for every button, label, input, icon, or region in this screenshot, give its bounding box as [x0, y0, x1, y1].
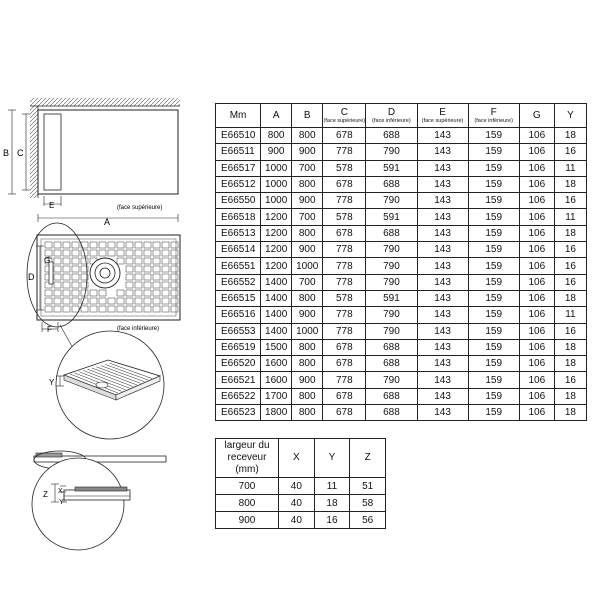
value-cell: 11	[554, 307, 586, 323]
value-cell: 40	[279, 512, 315, 529]
value-cell: 790	[366, 307, 417, 323]
table-row	[216, 160, 587, 176]
value-cell: 159	[468, 242, 519, 258]
value-cell: 1400	[261, 323, 292, 339]
value-cell: 18	[554, 405, 586, 421]
value-cell: 159	[468, 128, 519, 144]
value-cell: 159	[468, 193, 519, 209]
value-cell: 18	[554, 356, 586, 372]
value-cell: 40	[279, 478, 315, 495]
value-cell: 106	[519, 339, 554, 355]
value-cell: 678	[323, 356, 366, 372]
header-label: E	[439, 106, 446, 118]
value-cell: 800	[292, 388, 323, 404]
value-cell: 688	[366, 339, 417, 355]
value-cell: 18	[314, 495, 350, 512]
value-cell: 800	[292, 356, 323, 372]
model-cell: E66517	[216, 160, 261, 176]
value-cell: 900	[292, 193, 323, 209]
value-cell: 678	[323, 176, 366, 192]
width-cell: 800	[216, 495, 279, 512]
value-cell: 143	[417, 160, 468, 176]
value-cell: 16	[314, 512, 350, 529]
value-cell: 688	[366, 225, 417, 241]
table-row	[216, 225, 587, 241]
value-cell: 778	[323, 307, 366, 323]
value-cell: 1700	[261, 388, 292, 404]
dimensions-table-header	[216, 104, 587, 128]
value-cell: 790	[366, 258, 417, 274]
value-cell: 159	[468, 176, 519, 192]
table-row	[216, 372, 587, 388]
value-cell: 900	[261, 144, 292, 160]
value-cell: 790	[366, 372, 417, 388]
value-cell: 106	[519, 323, 554, 339]
dim-f-label: F	[47, 325, 52, 334]
value-cell: 159	[468, 160, 519, 176]
value-cell: 1800	[261, 405, 292, 421]
width-table-header	[216, 439, 386, 478]
value-cell: 159	[468, 307, 519, 323]
value-cell: 591	[366, 209, 417, 225]
value-cell: 106	[519, 225, 554, 241]
value-cell: 688	[366, 176, 417, 192]
dim-z-label: Z	[43, 490, 48, 499]
value-cell: 106	[519, 388, 554, 404]
value-cell: 778	[323, 372, 366, 388]
col-x-header: X	[279, 439, 315, 478]
value-cell: 1000	[261, 176, 292, 192]
model-cell: E66519	[216, 339, 261, 355]
model-cell: E66552	[216, 274, 261, 290]
value-cell: 1200	[261, 242, 292, 258]
header-cell	[417, 104, 468, 128]
header-cell	[292, 104, 323, 128]
model-cell: E66550	[216, 193, 261, 209]
value-cell: 106	[519, 176, 554, 192]
dim-d-label: D	[28, 272, 35, 282]
value-cell: 16	[554, 274, 586, 290]
value-cell: 1000	[261, 193, 292, 209]
model-cell: E66510	[216, 128, 261, 144]
value-cell: 1400	[261, 290, 292, 306]
model-cell: E66515	[216, 290, 261, 306]
value-cell: 18	[554, 176, 586, 192]
value-cell: 578	[323, 209, 366, 225]
value-cell: 688	[366, 128, 417, 144]
value-cell: 106	[519, 160, 554, 176]
value-cell: 778	[323, 323, 366, 339]
value-cell: 1000	[292, 258, 323, 274]
header-cell	[468, 104, 519, 128]
value-cell: 159	[468, 258, 519, 274]
value-cell: 1200	[261, 209, 292, 225]
side-view-drawing	[32, 451, 166, 550]
value-cell: 106	[519, 209, 554, 225]
value-cell: 1600	[261, 372, 292, 388]
value-cell: 688	[366, 356, 417, 372]
value-cell: 16	[554, 242, 586, 258]
value-cell: 790	[366, 274, 417, 290]
value-cell: 1400	[261, 307, 292, 323]
value-cell: 106	[519, 290, 554, 306]
value-cell: 800	[292, 290, 323, 306]
value-cell: 106	[519, 405, 554, 421]
header-cell	[261, 104, 292, 128]
value-cell: 143	[417, 274, 468, 290]
value-cell: 143	[417, 290, 468, 306]
col-z-header: Z	[350, 439, 386, 478]
value-cell: 678	[323, 388, 366, 404]
table-row	[216, 144, 587, 160]
dim-y2-label: Y	[59, 499, 64, 506]
table-row	[216, 128, 587, 144]
value-cell: 159	[468, 225, 519, 241]
value-cell: 106	[519, 258, 554, 274]
value-cell: 143	[417, 323, 468, 339]
value-cell: 159	[468, 290, 519, 306]
model-cell: E66511	[216, 144, 261, 160]
value-cell: 106	[519, 372, 554, 388]
value-cell: 159	[468, 388, 519, 404]
dimensions-table-body	[216, 128, 587, 421]
value-cell: 18	[554, 388, 586, 404]
value-cell: 143	[417, 193, 468, 209]
model-cell: E66518	[216, 209, 261, 225]
value-cell: 1000	[261, 160, 292, 176]
value-cell: 159	[468, 372, 519, 388]
value-cell: 578	[323, 160, 366, 176]
value-cell: 159	[468, 405, 519, 421]
model-cell: E66523	[216, 405, 261, 421]
value-cell: 143	[417, 339, 468, 355]
header-label: D	[387, 106, 396, 118]
value-cell: 900	[292, 307, 323, 323]
value-cell: 1600	[261, 356, 292, 372]
value-cell: 56	[350, 512, 386, 529]
value-cell: 16	[554, 372, 586, 388]
value-cell: 143	[417, 356, 468, 372]
header-label: C	[340, 106, 348, 118]
value-cell: 900	[292, 372, 323, 388]
model-cell: E66513	[216, 225, 261, 241]
value-cell: 143	[417, 258, 468, 274]
value-cell: 106	[519, 144, 554, 160]
value-cell: 591	[366, 290, 417, 306]
value-cell: 790	[366, 144, 417, 160]
value-cell: 143	[417, 242, 468, 258]
dimensions-table	[215, 103, 587, 421]
value-cell: 143	[417, 388, 468, 404]
value-cell: 106	[519, 307, 554, 323]
value-cell: 16	[554, 323, 586, 339]
top-view-drawing	[8, 98, 180, 222]
value-cell: 11	[314, 478, 350, 495]
value-cell: 790	[366, 323, 417, 339]
value-cell: 159	[468, 144, 519, 160]
dim-y-label: Y	[49, 378, 55, 387]
top-view-face-label: (face supérieure)	[117, 205, 163, 211]
value-cell: 700	[292, 274, 323, 290]
value-cell: 51	[350, 478, 386, 495]
table-row	[216, 388, 587, 404]
table-row	[216, 176, 587, 192]
table-row	[216, 512, 386, 529]
value-cell: 143	[417, 176, 468, 192]
value-cell: 700	[292, 160, 323, 176]
width-header-line1: largeur du	[224, 440, 270, 451]
value-cell: 11	[554, 209, 586, 225]
header-label: F	[490, 106, 497, 118]
value-cell: 159	[468, 339, 519, 355]
value-cell: 790	[366, 242, 417, 258]
value-cell: 143	[417, 372, 468, 388]
value-cell: 16	[554, 144, 586, 160]
width-cell: 700	[216, 478, 279, 495]
header-label: B	[303, 109, 311, 121]
value-cell: 790	[366, 193, 417, 209]
value-cell: 800	[261, 128, 292, 144]
dim-g-label: G	[44, 256, 51, 265]
model-cell: E66516	[216, 307, 261, 323]
value-cell: 106	[519, 274, 554, 290]
header-label: Y	[567, 109, 574, 121]
value-cell: 159	[468, 356, 519, 372]
dim-b-label: B	[3, 148, 10, 158]
table-row	[216, 209, 587, 225]
table-row	[216, 242, 587, 258]
table-row	[216, 495, 386, 512]
table-row	[216, 339, 587, 355]
dim-c-label: C	[17, 148, 24, 158]
model-cell: E66522	[216, 388, 261, 404]
value-cell: 1200	[261, 258, 292, 274]
table-row	[216, 193, 587, 209]
value-cell: 800	[292, 128, 323, 144]
value-cell: 1400	[261, 274, 292, 290]
value-cell: 900	[292, 242, 323, 258]
header-label: A	[272, 109, 280, 121]
value-cell: 143	[417, 307, 468, 323]
value-cell: 778	[323, 274, 366, 290]
width-header-cell	[216, 439, 279, 478]
value-cell: 678	[323, 128, 366, 144]
value-cell: 106	[519, 193, 554, 209]
dim-e-label: E	[49, 201, 55, 210]
value-cell: 800	[292, 339, 323, 355]
col-y-header: Y	[314, 439, 350, 478]
header-sublabel: (face inférieure)	[474, 117, 513, 124]
table-row	[216, 307, 587, 323]
width-table	[215, 438, 386, 529]
width-cell: 900	[216, 512, 279, 529]
table-row	[216, 356, 587, 372]
value-cell: 58	[350, 495, 386, 512]
value-cell: 143	[417, 144, 468, 160]
value-cell: 18	[554, 339, 586, 355]
value-cell: 18	[554, 290, 586, 306]
header-label: G	[532, 109, 541, 121]
value-cell: 159	[468, 274, 519, 290]
model-cell: E66521	[216, 372, 261, 388]
value-cell: 106	[519, 356, 554, 372]
value-cell: 700	[292, 209, 323, 225]
value-cell: 106	[519, 128, 554, 144]
value-cell: 688	[366, 388, 417, 404]
width-table-body	[216, 478, 386, 529]
width-header-line2: receveur (mm)	[227, 452, 267, 475]
value-cell: 678	[323, 339, 366, 355]
value-cell: 800	[292, 405, 323, 421]
header-label: Mm	[229, 109, 247, 121]
dim-x-label: X	[58, 488, 63, 495]
value-cell: 800	[292, 225, 323, 241]
value-cell: 16	[554, 258, 586, 274]
value-cell: 1000	[292, 323, 323, 339]
model-cell: E66514	[216, 242, 261, 258]
value-cell: 678	[323, 405, 366, 421]
value-cell: 678	[323, 225, 366, 241]
value-cell: 143	[417, 405, 468, 421]
table-row	[216, 290, 587, 306]
isometric-detail-drawing	[56, 331, 164, 439]
value-cell: 106	[519, 242, 554, 258]
value-cell: 778	[323, 242, 366, 258]
bottom-view-face-label: (face inférieure)	[117, 326, 160, 332]
value-cell: 1500	[261, 339, 292, 355]
value-cell: 40	[279, 495, 315, 512]
value-cell: 800	[292, 176, 323, 192]
value-cell: 16	[554, 193, 586, 209]
model-cell: E66520	[216, 356, 261, 372]
header-sublabel: (face supérieure)	[323, 117, 366, 124]
value-cell: 688	[366, 405, 417, 421]
value-cell: 11	[554, 160, 586, 176]
header-cell	[323, 104, 366, 128]
model-cell: E66553	[216, 323, 261, 339]
value-cell: 159	[468, 323, 519, 339]
table-row	[216, 405, 587, 421]
model-cell: E66512	[216, 176, 261, 192]
value-cell: 778	[323, 144, 366, 160]
value-cell: 900	[292, 144, 323, 160]
table-row	[216, 323, 587, 339]
header-sublabel: (face supérieure)	[421, 117, 464, 124]
header-cell	[216, 104, 261, 128]
value-cell: 159	[468, 209, 519, 225]
header-cell	[366, 104, 417, 128]
value-cell: 778	[323, 193, 366, 209]
header-cell	[519, 104, 554, 128]
table-row	[216, 258, 587, 274]
value-cell: 18	[554, 128, 586, 144]
header-sublabel: (face inférieure)	[372, 117, 411, 124]
value-cell: 18	[554, 225, 586, 241]
value-cell: 591	[366, 160, 417, 176]
dim-a-label: A	[104, 217, 111, 227]
value-cell: 143	[417, 128, 468, 144]
table-row	[216, 478, 386, 495]
header-cell	[554, 104, 586, 128]
model-cell: E66551	[216, 258, 261, 274]
value-cell: 143	[417, 225, 468, 241]
value-cell: 578	[323, 290, 366, 306]
value-cell: 143	[417, 209, 468, 225]
value-cell: 1200	[261, 225, 292, 241]
value-cell: 778	[323, 258, 366, 274]
table-row	[216, 274, 587, 290]
